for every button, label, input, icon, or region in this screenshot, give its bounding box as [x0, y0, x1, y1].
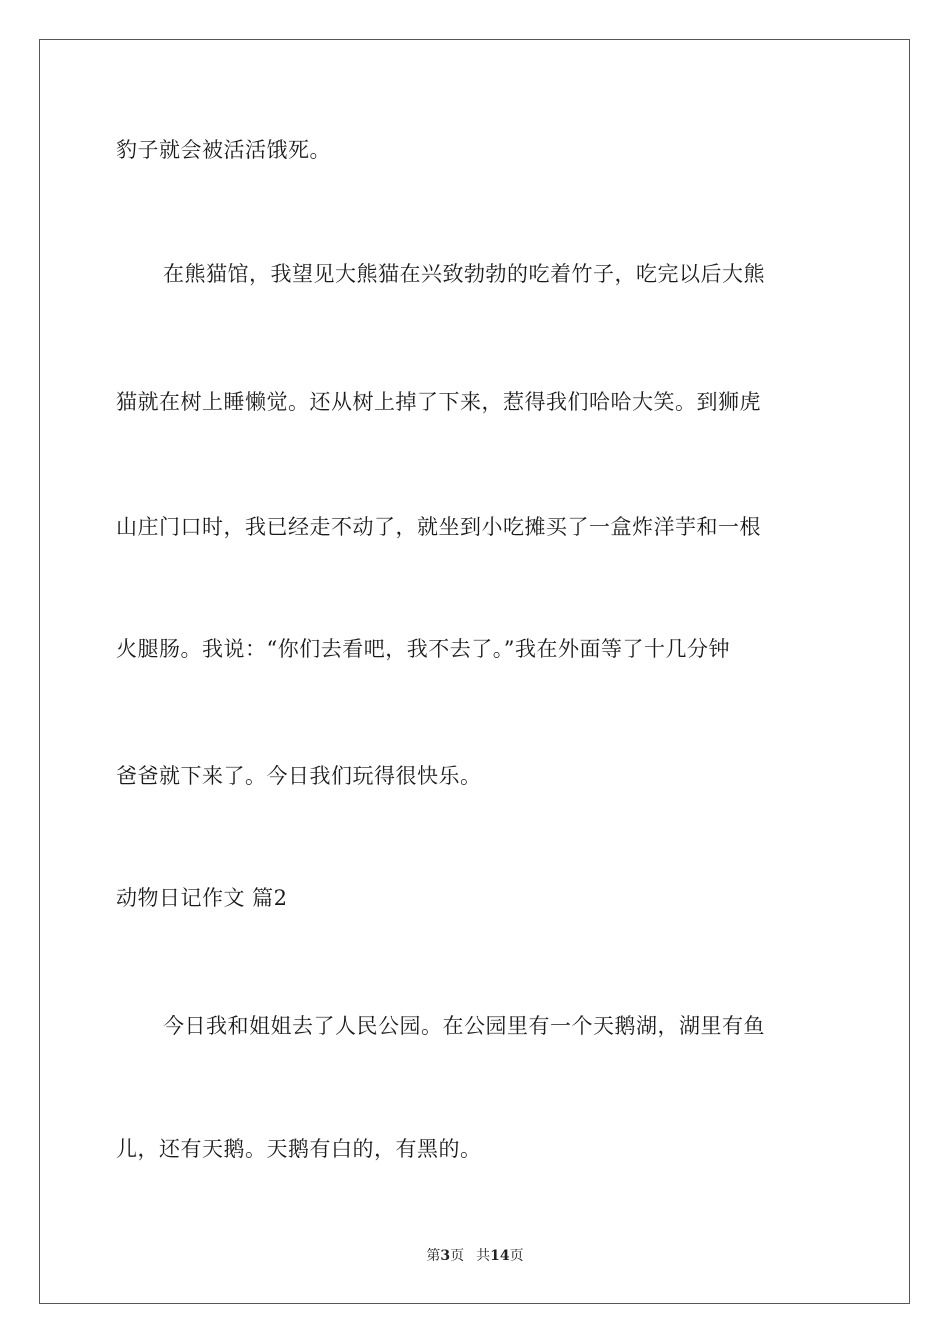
- footer-page-unit: 页: [450, 1248, 465, 1264]
- paragraph-line-2: 在熊猫馆，我望见大熊猫在兴致勃勃的吃着竹子，吃完以后大熊: [163, 262, 765, 286]
- footer-total-prefix: 共: [476, 1248, 491, 1264]
- paragraph-line-5: 火腿肠。我说：“你们去看吧，我不去了。”我在外面等了十几分钟: [116, 637, 730, 661]
- paragraph-line-8: 儿，还有天鹅。天鹅有白的，有黑的。: [116, 1137, 482, 1161]
- page-border: [39, 39, 910, 1304]
- section-heading: 动物日记作文 篇2: [116, 886, 288, 910]
- footer-total-unit: 页: [509, 1248, 524, 1264]
- page-footer: [0, 1246, 950, 1266]
- footer-page-current: 3: [440, 1248, 451, 1264]
- paragraph-line-7: 今日我和姐姐去了人民公园。在公园里有一个天鹅湖，湖里有鱼: [163, 1014, 765, 1038]
- paragraph-line-4: 山庄门口时，我已经走不动了，就坐到小吃摊买了一盒炸洋芋和一根: [116, 515, 761, 539]
- paragraph-line-6: 爸爸就下来了。今日我们玩得很快乐。: [116, 764, 482, 788]
- paragraph-line-3: 猫就在树上睡懒觉。还从树上掉了下来，惹得我们哈哈大笑。到狮虎: [116, 390, 761, 414]
- paragraph-line-1: 豹子就会被活活饿死。: [116, 138, 331, 162]
- footer-page-total: 14: [490, 1248, 510, 1264]
- footer-page-prefix: 第: [426, 1248, 441, 1264]
